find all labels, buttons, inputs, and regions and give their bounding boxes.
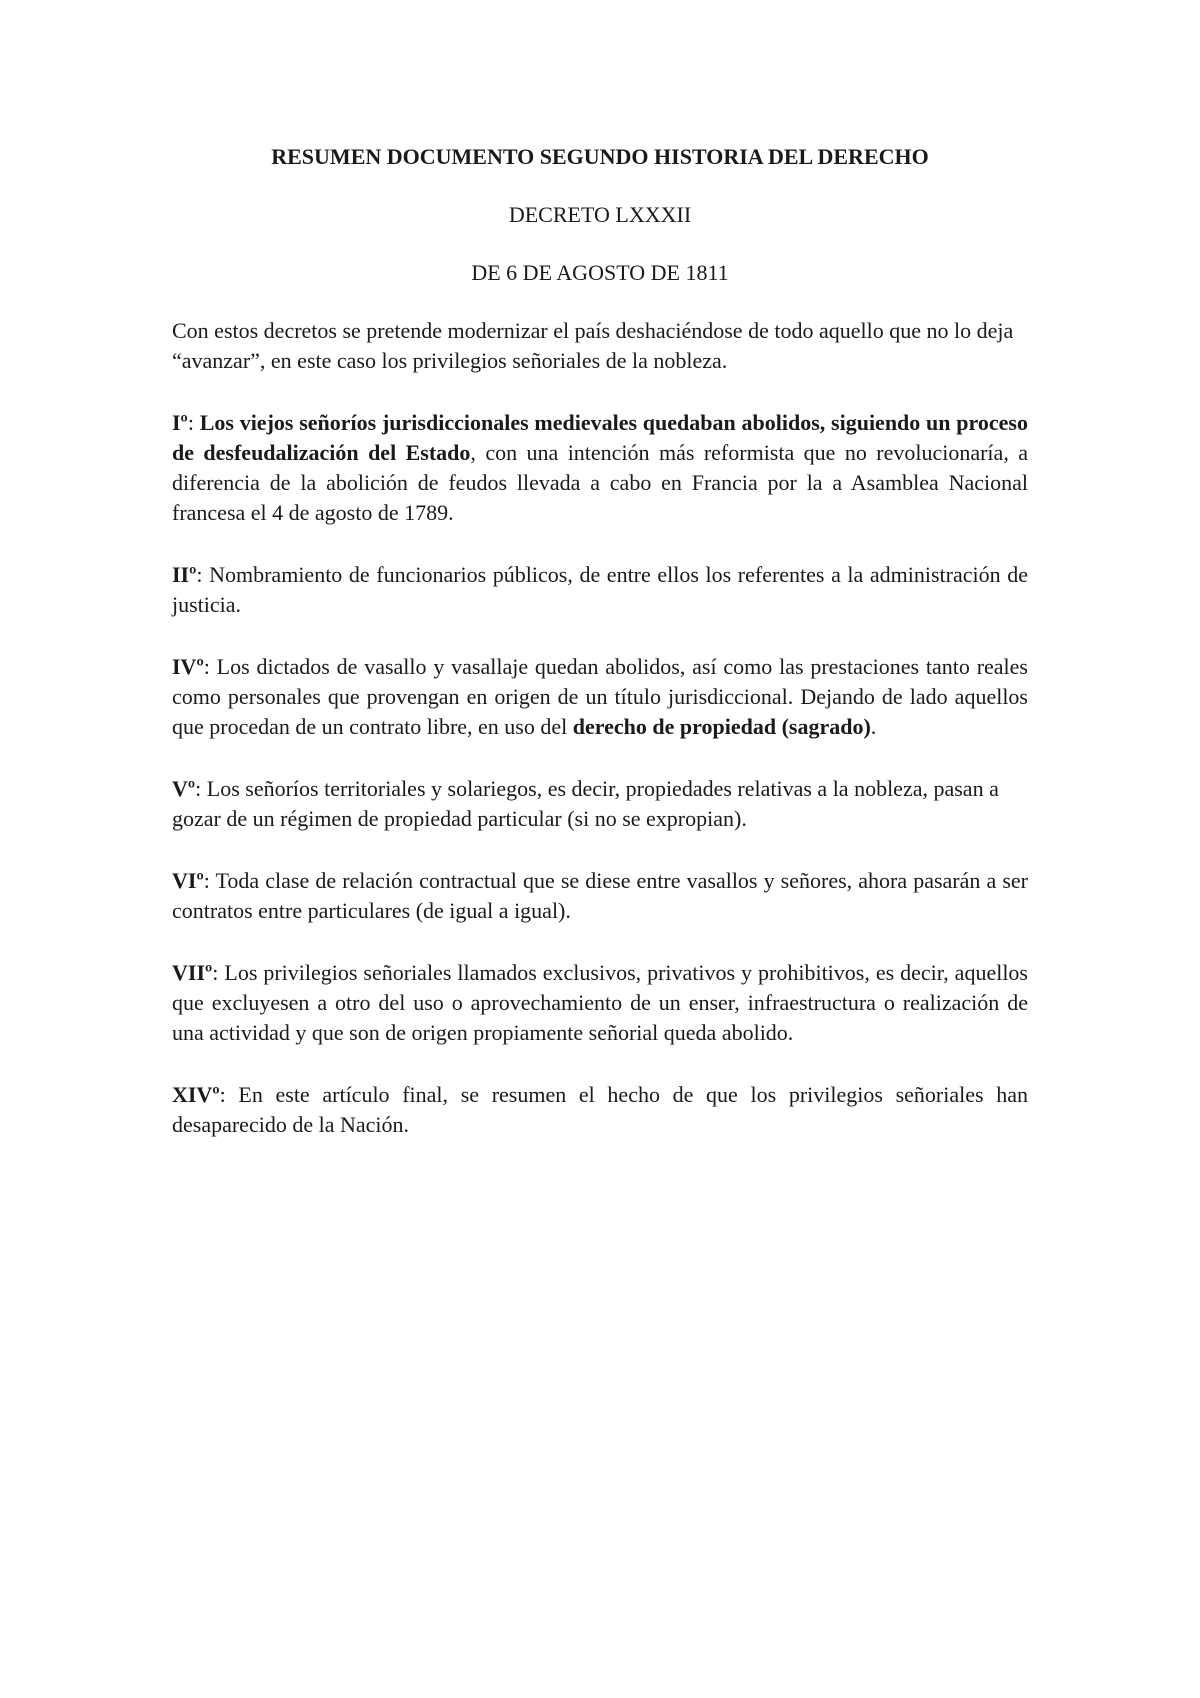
- article-label: IIº: [172, 562, 197, 587]
- article-text: Los dictados de vasallo y vasallaje quedan abolidos, así como las prestaciones tanto reales como personales que provengan en origen de un título jurisdiccional. Dejando de lado aquellos que procedan de un contrato libre, en uso del: [172, 654, 1028, 739]
- article-text: En este artículo final, se resumen el hecho de que los privilegios señoriales han desaparecido de la Nación.: [172, 1082, 1028, 1137]
- article-text: Los privilegios señoriales llamados exclusivos, privativos y prohibitivos, es decir, aquellos que excluyesen a otro del uso o aprovechamiento de un enser, infraestructura o realización de una actividad y que son de origen propiamente señorial queda abolido.: [172, 960, 1028, 1045]
- article-label: Iº: [172, 410, 188, 435]
- article-label: VIº: [172, 868, 204, 893]
- article-bold-text: Los viejos señoríos jurisdiccionales medievales quedaban abolidos, siguiendo un proceso de desfeudalización del Estado: [172, 410, 1028, 465]
- article-label: XIVº: [172, 1082, 220, 1107]
- article-separator: :: [196, 562, 210, 587]
- document-title: RESUMEN DOCUMENTO SEGUNDO HISTORIA DEL DERECHO: [271, 144, 929, 169]
- article-label: Vº: [172, 776, 196, 801]
- article-14: [172, 1080, 1028, 1140]
- article-separator: :: [203, 868, 216, 893]
- article-separator: :: [187, 410, 200, 435]
- article-4: [172, 652, 1028, 742]
- article-6: [172, 866, 1028, 926]
- article-label: IVº: [172, 654, 204, 679]
- article-1: [172, 408, 1028, 528]
- article-text: Toda clase de relación contractual que se diese entre vasallos y señores, ahora pasarán a ser contratos entre particulares (de igual a igual).: [172, 868, 1028, 923]
- article-separator: :: [219, 1082, 239, 1107]
- article-bold-tail: derecho de propiedad (sagrado): [572, 714, 871, 739]
- article-separator: :: [203, 654, 217, 679]
- article-label: VIIº: [172, 960, 213, 985]
- intro-paragraph: Con estos decretos se pretende modernizar el país deshaciéndose de todo aquello que no lo deja “avanzar”, en este caso los privilegios señoriales de la nobleza.: [172, 318, 1014, 373]
- article-2: [172, 560, 1028, 620]
- decree-number: DECRETO LXXXII: [508, 202, 692, 227]
- article-end: .: [870, 714, 877, 739]
- article-7: [172, 958, 1028, 1048]
- article-text: Nombramiento de funcionarios públicos, de entre ellos los referentes a la administración de justicia.: [172, 562, 1028, 617]
- article-5: [172, 774, 1028, 834]
- decree-date: DE 6 DE AGOSTO DE 1811: [471, 260, 729, 285]
- article-text: Los señoríos territoriales y solariegos, es decir, propiedades relativas a la nobleza, pasan a gozar de un régimen de propiedad particular (si no se expropian).: [172, 776, 999, 831]
- article-text: , con una intención más reformista que no revolucionaría, a diferencia de la abolición de feudos llevada a cabo en Francia por la a Asamblea Nacional francesa el 4 de agosto de 1789.: [172, 440, 1028, 525]
- article-separator: :: [195, 776, 207, 801]
- article-separator: :: [212, 960, 225, 985]
